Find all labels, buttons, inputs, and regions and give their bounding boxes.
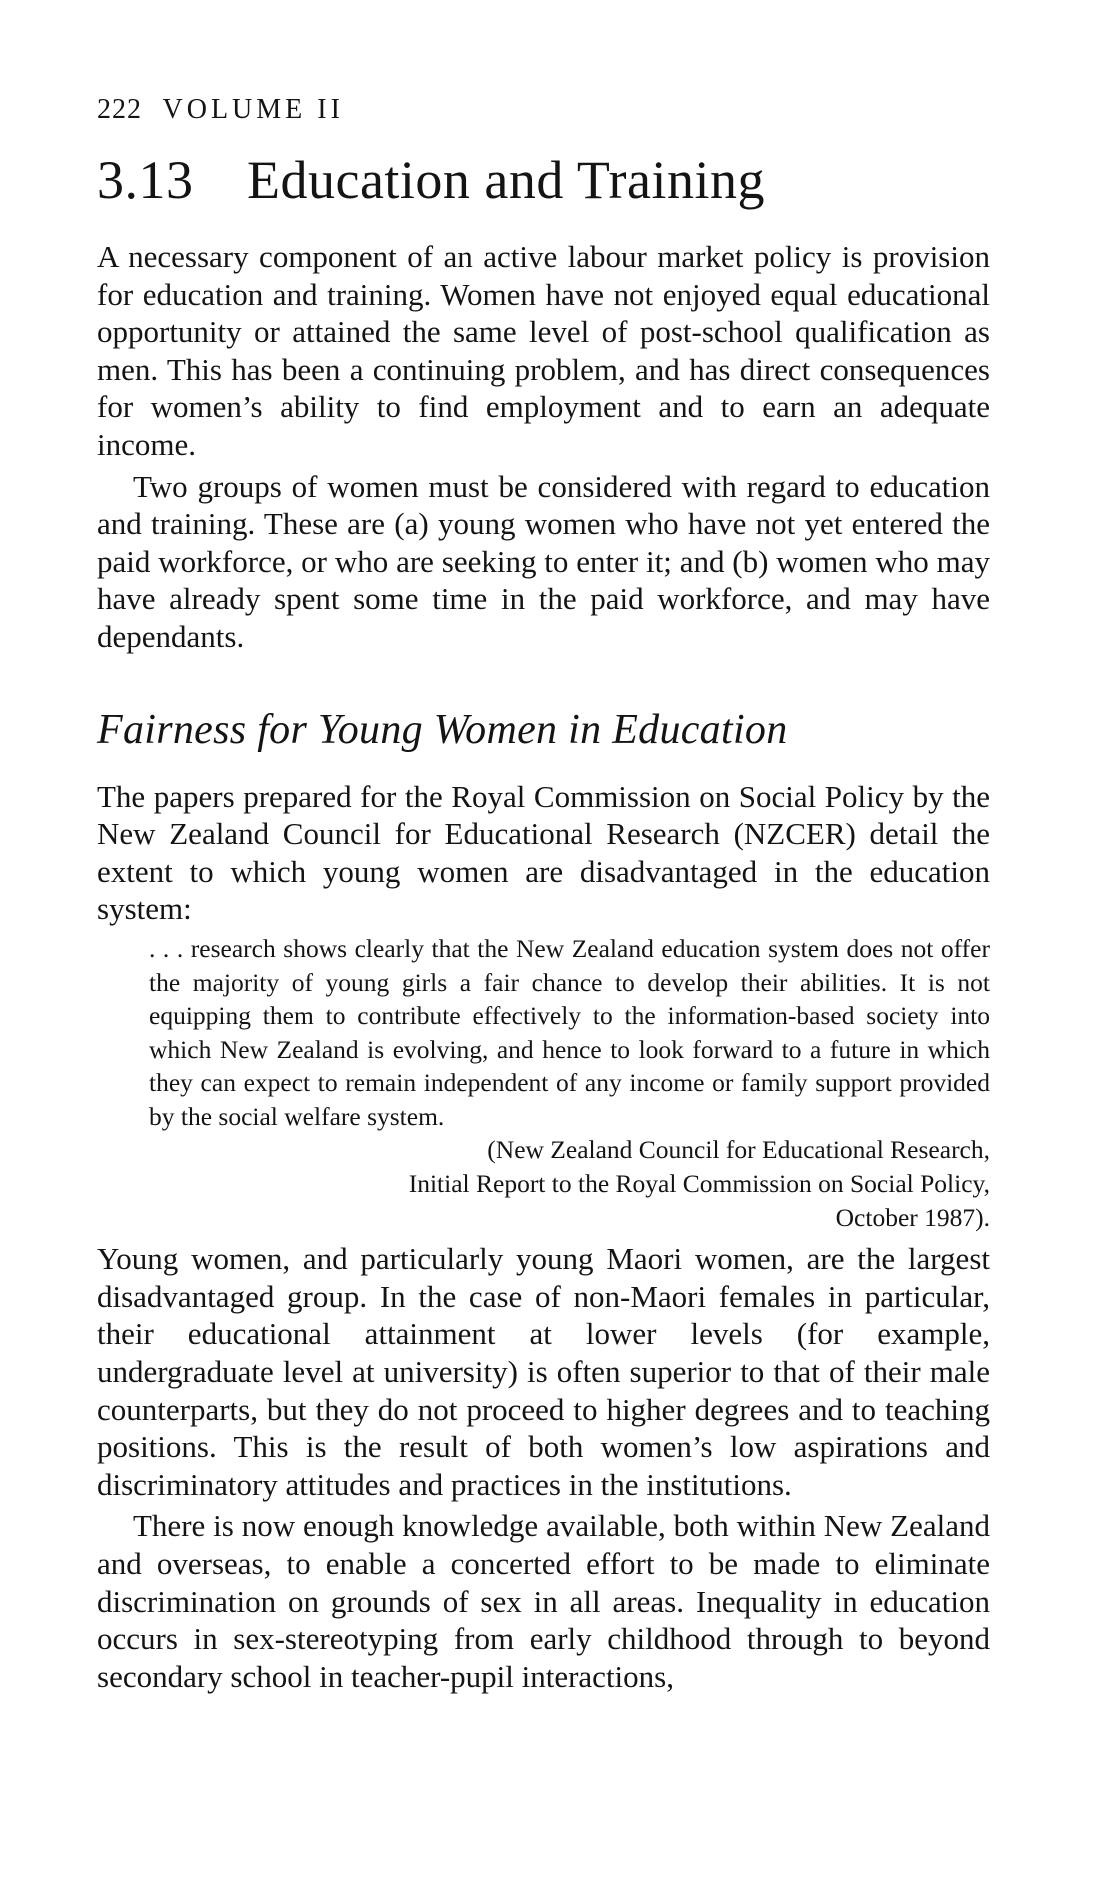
page-number: 222 [97, 94, 142, 125]
final-paragraph: There is now enough knowledge available, both within New Zealand and overseas, to enable a concerted effort to be made to eliminate discrimination on grounds of sex in all areas. Inequality in education occurs in sex-stereotyping from early childhood through to beyond secondary school in teacher-pupil interactions, [97, 1508, 990, 1694]
quote-citation [97, 1133, 990, 1234]
citation-line: October 1987). [835, 1202, 990, 1232]
lead-paragraph: The papers prepared for the Royal Commission on Social Policy by the New Zealand Council for Educational Research (NZCER) detail the extent to which young women are disadvantaged in the education system: [97, 778, 990, 927]
intro-paragraph-2: Two groups of women must be considered with regard to education and training. These are (a) young women who have not yet entered the paid workforce, or who are seeking to enter it; and (b) women who may have already spent some time in the paid workforce, and may have dependants. [97, 468, 990, 654]
paragraph-after-quote: Young women, and particularly young Maori women, are the largest disadvantaged group. In the case of non-Maori females in particular, their educational attainment at lower levels (for example, undergraduate level at university) is often superior to that of their male counterparts, but they do not proceed to higher degrees and to teaching positions. This is the result of both women’s low aspirations and discriminatory attitudes and practices in the institutions. [97, 1241, 990, 1502]
document-page [97, 92, 990, 1695]
section-number: 3.13 [97, 150, 194, 210]
subsection-heading: Fairness for Young Women in Education [97, 706, 788, 753]
block-quote: . . . research shows clearly that the New Zealand education system does not offer the majority of young girls a fair chance to develop their abilities. It is not equipping them to contribute effectively to the information-based society into which New Zealand is evolving, and hence to look forward to a future in which they can expect to remain independent of any income or family support provided by the social welfare system. [149, 933, 990, 1131]
section-title-text: Education and Training [247, 150, 765, 210]
running-head [97, 92, 990, 128]
citation-line: (New Zealand Council for Educational Research, [487, 1135, 990, 1165]
intro-paragraph-1: A necessary component of an active labour market policy is provision for education and training. Women have not enjoyed equal educational opportunity or attained the same level of post-school qualification as men. This has been a continuing problem, and has direct consequences for women’s ability to find employment and to earn an adequate income. [97, 239, 990, 462]
volume-label: VOLUME II [162, 94, 344, 125]
citation-line: Initial Report to the Royal Commission on Social Policy, [408, 1169, 990, 1199]
section-title [97, 148, 990, 212]
